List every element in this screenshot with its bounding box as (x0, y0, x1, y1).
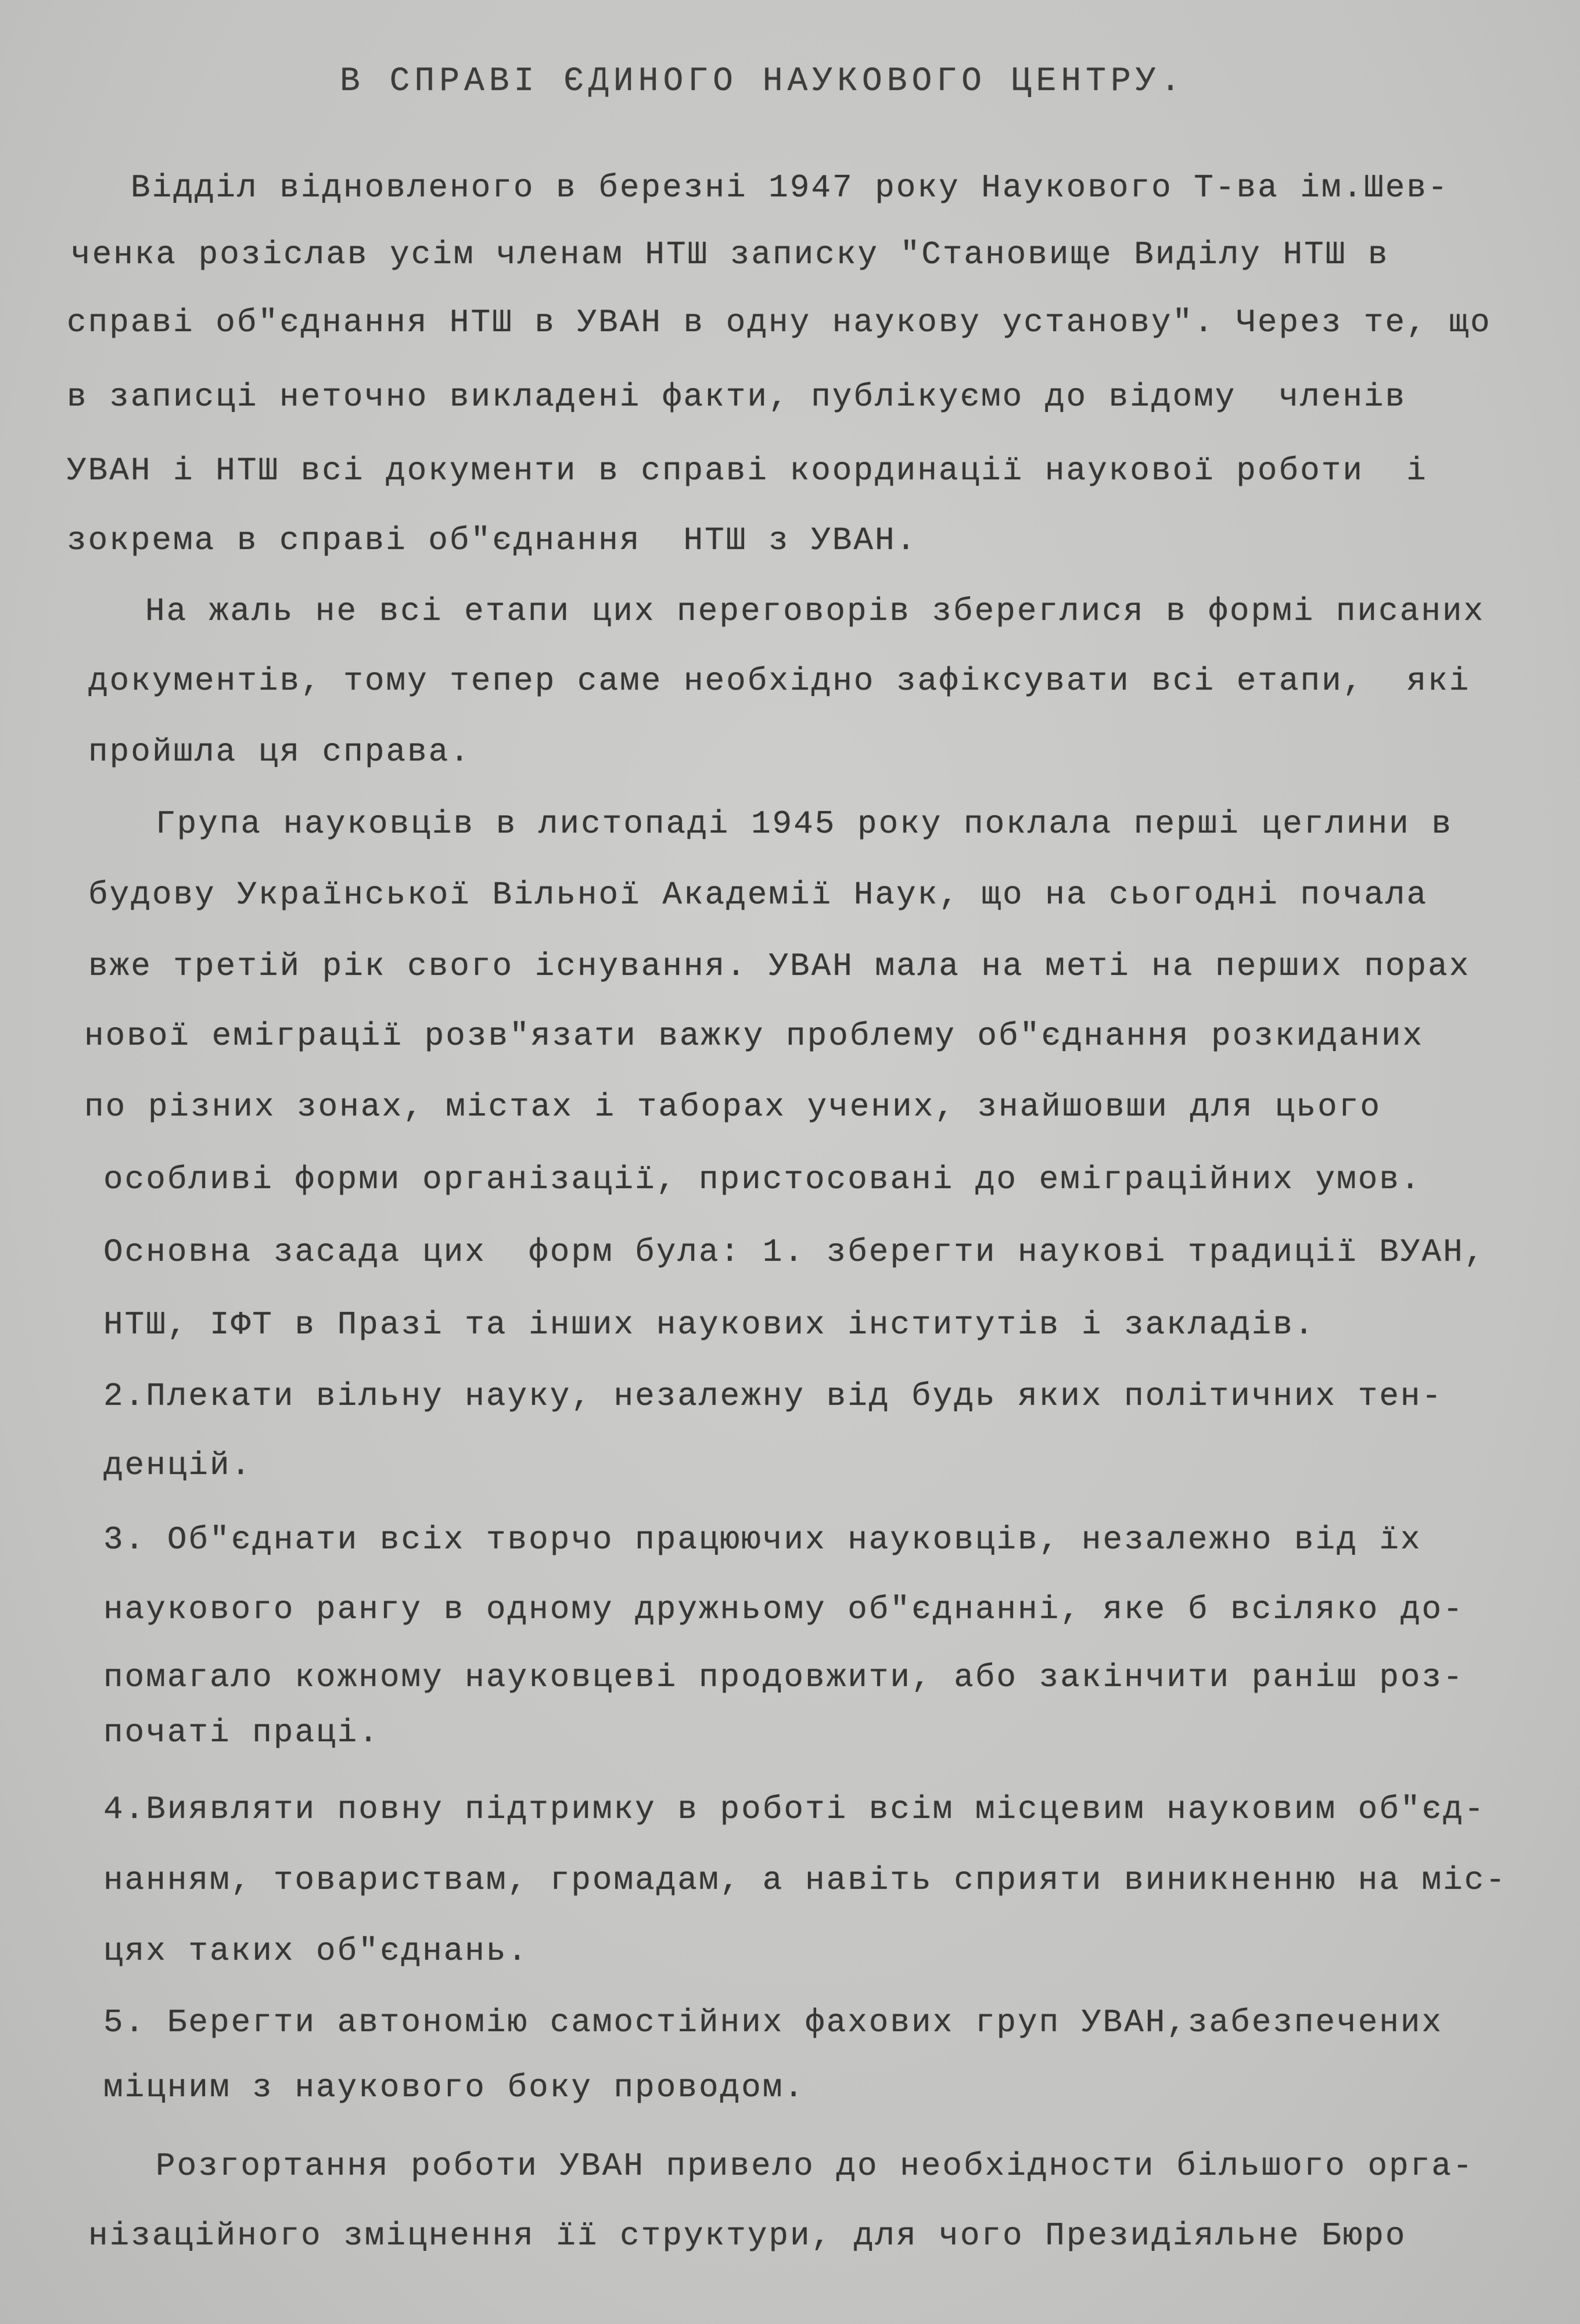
text-line: будову Української Вільної Академії Наук, що на сьогодні почала (88, 876, 1428, 913)
text-line: Розгортання роботи УВАН привело до необхідности більшого орга- (156, 2147, 1474, 2185)
document-title: В СПРАВІ ЄДИНОГО НАУКОВОГО ЦЕНТРУ. (340, 63, 1186, 101)
text-line: документів, тому тепер саме необхідно зафіксувати всі етапи, які (88, 662, 1471, 700)
text-line: міцним з наукового боку проводом. (103, 2069, 805, 2106)
text-line: 2.Плекати вільну науку, незалежну від будь яких політичних тен- (103, 1378, 1443, 1415)
text-line: в записці неточно викладені факти, публікуємо до відому членів (67, 378, 1407, 415)
text-line: денцій. (103, 1447, 253, 1484)
text-line: 3. Об"єднати всіх творчо працюючих науковців, незалежно від їх (103, 1521, 1422, 1558)
text-line: пройшла ця справа. (88, 733, 471, 770)
text-line: Відділ відновленого в березні 1947 року Наукового Т-ва ім.Шев- (131, 169, 1449, 206)
text-line: 5. Берегти автономію самостійних фахових груп УВАН,забезпечених (103, 2004, 1443, 2041)
text-line: особливі форми організації, пристосовані до еміграційних умов. (103, 1161, 1422, 1198)
text-line: зокрема в справі об"єднання НТШ з УВАН. (67, 522, 918, 559)
text-line: УВАН і НТШ всі документи в справі координації наукової роботи і (67, 452, 1428, 489)
text-line: НТШ, ІФТ в Празі та інших наукових інститутів і закладів. (103, 1306, 1316, 1343)
text-line: нової еміграції розв"язати важку проблему об"єднання розкиданих (84, 1017, 1424, 1055)
text-line: вже третій рік свого існування. УВАН мала на меті на перших порах (88, 948, 1471, 985)
text-line: На жаль не всі етапи цих переговорів збереглися в формі писаних (145, 593, 1485, 630)
text-line: наукового рангу в одному дружньому об"єднанні, яке б всіляко до- (103, 1591, 1464, 1628)
text-line: по різних зонах, містах і таборах учених, знайшовши для цього (84, 1088, 1381, 1125)
text-line: Основна засада цих форм була: 1. зберегти наукові традиції ВУАН, (103, 1233, 1486, 1271)
text-line: ченка розіслав усім членам НТШ записку "Становище Виділу НТШ в (71, 236, 1389, 273)
text-line: 4.Виявляти повну підтримку в роботі всім місцевим науковим об"єд- (103, 1791, 1486, 1828)
text-line: Група науковців в листопаді 1945 року поклала перші цеглини в (156, 805, 1453, 842)
text-line: справі об"єднання НТШ в УВАН в одну наукову установу". Через те, що (67, 304, 1492, 341)
text-line: нізаційного зміцнення її структури, для чого Президіяльне Бюро (88, 2217, 1407, 2254)
text-line: нанням, товариствам, громадам, а навіть сприяти виникненню на міс- (103, 1862, 1507, 1899)
text-line: початі праці. (103, 1714, 380, 1751)
text-line: помагало кожному науковцеві продовжити, або закінчити раніш роз- (103, 1659, 1464, 1696)
text-line: цях таких об"єднань. (103, 1932, 529, 1970)
